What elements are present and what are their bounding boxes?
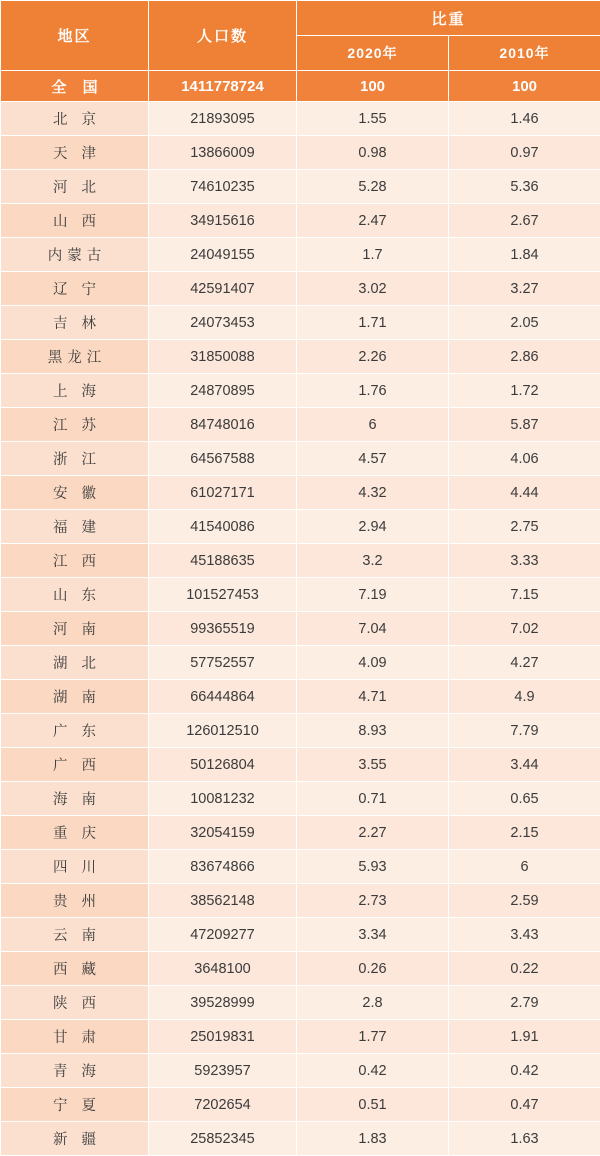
row-population: 126012510 (149, 714, 297, 748)
table-row (1, 850, 600, 884)
row-population: 41540086 (149, 510, 297, 544)
table-row (1, 374, 600, 408)
row-share-2020: 0.71 (297, 782, 449, 816)
header-row-top (1, 1, 600, 36)
table-row (1, 816, 600, 850)
row-region: 四 川 (1, 850, 149, 884)
row-share-2020: 1.71 (297, 306, 449, 340)
row-share-2010: 3.27 (449, 272, 600, 306)
column-header-share-2020: 2020年 (297, 36, 449, 71)
table-row (1, 578, 600, 612)
total-region: 全 国 (1, 71, 149, 102)
row-share-2020: 2.8 (297, 986, 449, 1020)
row-share-2010: 4.44 (449, 476, 600, 510)
row-share-2010: 2.79 (449, 986, 600, 1020)
row-population: 32054159 (149, 816, 297, 850)
table-row (1, 1054, 600, 1088)
row-share-2010: 2.86 (449, 340, 600, 374)
row-region: 福 建 (1, 510, 149, 544)
table-row (1, 714, 600, 748)
row-share-2010: 2.15 (449, 816, 600, 850)
row-share-2020: 3.34 (297, 918, 449, 952)
row-region: 天 津 (1, 136, 149, 170)
table-row (1, 680, 600, 714)
row-population: 5923957 (149, 1054, 297, 1088)
row-share-2020: 4.57 (297, 442, 449, 476)
row-share-2010: 0.47 (449, 1088, 600, 1122)
row-region: 河 南 (1, 612, 149, 646)
table-row (1, 476, 600, 510)
row-share-2010: 1.46 (449, 102, 600, 136)
table-row (1, 986, 600, 1020)
table-row (1, 238, 600, 272)
table-row (1, 544, 600, 578)
column-header-population: 人口数 (149, 1, 297, 71)
column-header-region: 地区 (1, 1, 149, 71)
table-header (1, 1, 600, 71)
row-share-2020: 3.55 (297, 748, 449, 782)
table-row (1, 884, 600, 918)
row-share-2010: 4.9 (449, 680, 600, 714)
row-region: 广 西 (1, 748, 149, 782)
row-share-2020: 3.2 (297, 544, 449, 578)
row-population: 31850088 (149, 340, 297, 374)
row-share-2020: 7.19 (297, 578, 449, 612)
table-row (1, 952, 600, 986)
table-row-total (1, 71, 600, 102)
table-body (1, 71, 600, 102)
row-population: 24073453 (149, 306, 297, 340)
row-share-2010: 3.33 (449, 544, 600, 578)
row-population: 83674866 (149, 850, 297, 884)
row-population: 34915616 (149, 204, 297, 238)
row-share-2010: 5.36 (449, 170, 600, 204)
row-share-2020: 4.32 (297, 476, 449, 510)
row-region: 北 京 (1, 102, 149, 136)
row-region: 广 东 (1, 714, 149, 748)
row-region: 安 徽 (1, 476, 149, 510)
table-rows-body (1, 102, 600, 1156)
row-region: 江 西 (1, 544, 149, 578)
total-share-2020: 100 (297, 71, 449, 102)
row-region: 辽 宁 (1, 272, 149, 306)
row-population: 45188635 (149, 544, 297, 578)
row-share-2010: 7.15 (449, 578, 600, 612)
row-population: 66444864 (149, 680, 297, 714)
row-population: 47209277 (149, 918, 297, 952)
row-population: 25852345 (149, 1122, 297, 1156)
row-region: 内蒙古 (1, 238, 149, 272)
row-population: 84748016 (149, 408, 297, 442)
row-share-2010: 1.63 (449, 1122, 600, 1156)
table-row (1, 408, 600, 442)
table-row (1, 442, 600, 476)
table-row (1, 272, 600, 306)
row-share-2020: 7.04 (297, 612, 449, 646)
row-population: 61027171 (149, 476, 297, 510)
row-region: 新 疆 (1, 1122, 149, 1156)
row-region: 浙 江 (1, 442, 149, 476)
row-population: 57752557 (149, 646, 297, 680)
row-region: 甘 肃 (1, 1020, 149, 1054)
row-population: 10081232 (149, 782, 297, 816)
row-population: 74610235 (149, 170, 297, 204)
row-population: 3648100 (149, 952, 297, 986)
row-region: 陕 西 (1, 986, 149, 1020)
row-region: 贵 州 (1, 884, 149, 918)
row-share-2020: 0.42 (297, 1054, 449, 1088)
row-share-2010: 0.65 (449, 782, 600, 816)
row-share-2010: 4.27 (449, 646, 600, 680)
row-population: 42591407 (149, 272, 297, 306)
row-region: 宁 夏 (1, 1088, 149, 1122)
row-region: 黑龙江 (1, 340, 149, 374)
total-share-2010: 100 (449, 71, 600, 102)
row-share-2010: 1.91 (449, 1020, 600, 1054)
row-share-2020: 4.71 (297, 680, 449, 714)
table-row (1, 136, 600, 170)
row-region: 吉 林 (1, 306, 149, 340)
row-population: 38562148 (149, 884, 297, 918)
row-share-2020: 1.55 (297, 102, 449, 136)
row-share-2010: 7.79 (449, 714, 600, 748)
table-row (1, 1088, 600, 1122)
row-share-2010: 6 (449, 850, 600, 884)
table-row (1, 510, 600, 544)
row-share-2010: 0.97 (449, 136, 600, 170)
row-region: 湖 北 (1, 646, 149, 680)
row-share-2020: 0.98 (297, 136, 449, 170)
row-share-2010: 7.02 (449, 612, 600, 646)
table-row (1, 918, 600, 952)
row-region: 西 藏 (1, 952, 149, 986)
row-population: 13866009 (149, 136, 297, 170)
row-population: 7202654 (149, 1088, 297, 1122)
column-header-share: 比重 (297, 1, 600, 36)
row-share-2020: 2.94 (297, 510, 449, 544)
row-population: 99365519 (149, 612, 297, 646)
row-share-2020: 8.93 (297, 714, 449, 748)
table-row (1, 170, 600, 204)
row-region: 山 东 (1, 578, 149, 612)
row-share-2010: 2.05 (449, 306, 600, 340)
row-share-2010: 5.87 (449, 408, 600, 442)
row-share-2020: 2.47 (297, 204, 449, 238)
row-share-2020: 1.77 (297, 1020, 449, 1054)
row-share-2010: 3.43 (449, 918, 600, 952)
table-row (1, 748, 600, 782)
row-share-2020: 0.51 (297, 1088, 449, 1122)
row-share-2020: 5.93 (297, 850, 449, 884)
row-population: 50126804 (149, 748, 297, 782)
row-region: 山 西 (1, 204, 149, 238)
row-population: 39528999 (149, 986, 297, 1020)
row-share-2020: 1.7 (297, 238, 449, 272)
row-region: 海 南 (1, 782, 149, 816)
row-share-2020: 1.76 (297, 374, 449, 408)
row-share-2010: 2.59 (449, 884, 600, 918)
row-share-2020: 3.02 (297, 272, 449, 306)
row-share-2010: 4.06 (449, 442, 600, 476)
row-region: 重 庆 (1, 816, 149, 850)
row-share-2020: 2.27 (297, 816, 449, 850)
row-share-2010: 0.22 (449, 952, 600, 986)
table-row (1, 1122, 600, 1156)
row-share-2020: 2.73 (297, 884, 449, 918)
table-row (1, 306, 600, 340)
row-region: 河 北 (1, 170, 149, 204)
row-share-2020: 1.83 (297, 1122, 449, 1156)
row-share-2020: 2.26 (297, 340, 449, 374)
row-share-2010: 0.42 (449, 1054, 600, 1088)
table-row (1, 1020, 600, 1054)
table-row (1, 782, 600, 816)
total-population: 1411778724 (149, 71, 297, 102)
row-share-2020: 5.28 (297, 170, 449, 204)
row-share-2010: 3.44 (449, 748, 600, 782)
row-population: 101527453 (149, 578, 297, 612)
row-population: 64567588 (149, 442, 297, 476)
row-share-2020: 6 (297, 408, 449, 442)
row-region: 湖 南 (1, 680, 149, 714)
table-row (1, 646, 600, 680)
row-population: 21893095 (149, 102, 297, 136)
row-region: 青 海 (1, 1054, 149, 1088)
row-population: 25019831 (149, 1020, 297, 1054)
row-region: 江 苏 (1, 408, 149, 442)
row-share-2020: 0.26 (297, 952, 449, 986)
row-region: 上 海 (1, 374, 149, 408)
row-share-2010: 2.67 (449, 204, 600, 238)
row-region: 云 南 (1, 918, 149, 952)
row-share-2010: 1.72 (449, 374, 600, 408)
row-share-2010: 1.84 (449, 238, 600, 272)
table-row (1, 340, 600, 374)
table-row (1, 612, 600, 646)
column-header-share-2010: 2010年 (449, 36, 600, 71)
row-share-2010: 2.75 (449, 510, 600, 544)
row-population: 24049155 (149, 238, 297, 272)
table-row (1, 102, 600, 136)
row-share-2020: 4.09 (297, 646, 449, 680)
table-row (1, 204, 600, 238)
row-population: 24870895 (149, 374, 297, 408)
